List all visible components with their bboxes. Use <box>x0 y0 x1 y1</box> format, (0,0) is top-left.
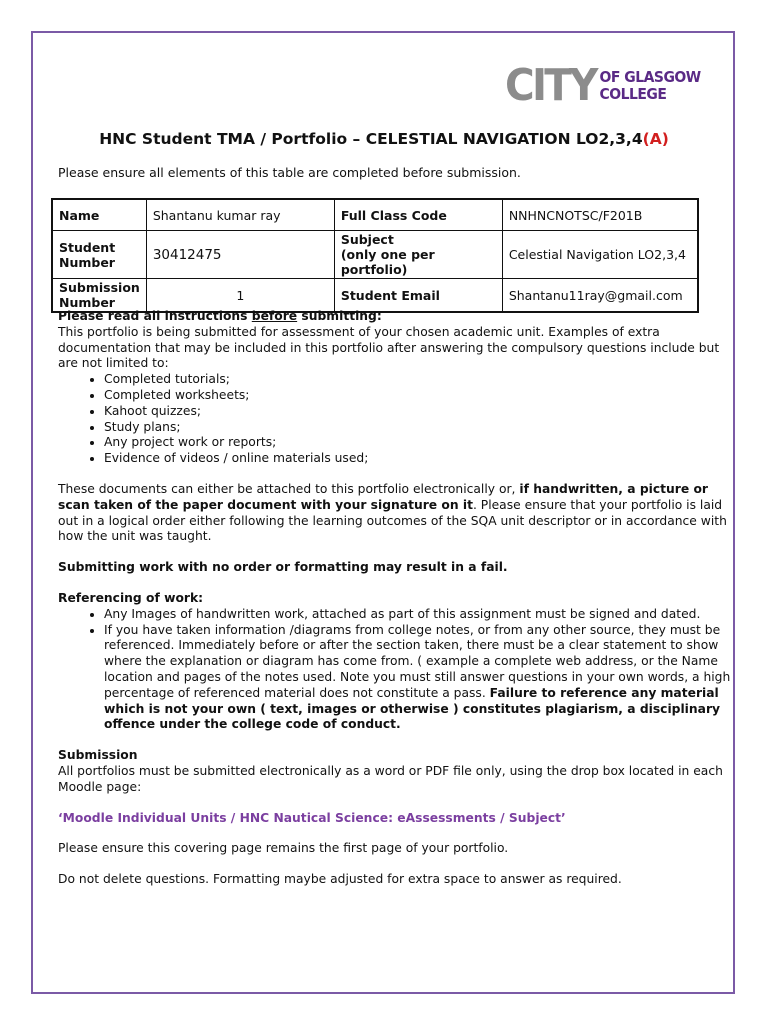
documents-paragraph: These documents can either be attached to this portfolio electronically or, if handwritten, a picture or scan taken of the paper document with your signature on it. Please ensure that your portfolio is laid out in a logical order either following the learning outcomes of the SQA unit descriptor or in accordance with how the unit was taught. <box>58 481 727 544</box>
email-label: Student Email <box>334 279 502 313</box>
student-number-value[interactable]: 30412475 <box>146 231 334 279</box>
list-item: • Any project work or reports; <box>104 435 738 451</box>
intro-text: Please ensure all elements of this table are completed before submission. <box>58 165 521 180</box>
examples-list <box>58 372 738 467</box>
class-code-label: Full Class Code <box>334 199 502 231</box>
table-row <box>52 231 698 279</box>
submission-number-value[interactable]: 1 <box>146 279 334 313</box>
list-item: • If you have taken information /diagrams from college notes, or from any other source, they must be referenced. Immediately before or after the section taken, there must be a clear statement to show where the explanation or diagram has come from. ( example a complete web address, or the Name location and pages of the notes used. Note you must still answer questions in your own words, a high percentage of referenced material does not constitute a pass. Failure to reference any material which is not your own ( text, images or otherwise ) constitutes plagiarism, a disciplinary offence under the college code of conduct. <box>104 623 738 734</box>
instructions-paragraph: This portfolio is being submitted for assessment of your chosen academic unit. Examples of extra documentation that may be included in this portfolio after answering the compulsory questions include but are not limited to: <box>58 324 720 371</box>
referencing-heading: Referencing of work: <box>58 590 204 605</box>
list-item: • Completed worksheets; <box>104 388 738 404</box>
logo-subtext: OF GLASGOW COLLEGE <box>599 68 701 103</box>
student-number-label: Student Number <box>52 231 146 279</box>
logo-city: CITY <box>505 60 596 111</box>
referencing-list <box>58 607 738 733</box>
subject-value[interactable]: Celestial Navigation LO2,3,4 <box>502 231 698 279</box>
name-label: Name <box>52 199 146 231</box>
list-item: • Study plans; <box>104 420 738 436</box>
document-body <box>58 309 738 888</box>
list-item: • Any Images of handwritten work, attached as part of this assignment must be signed and dated. <box>104 607 738 623</box>
submission-paragraph: All portfolios must be submitted electronically as a word or PDF file only, using the drop box located in each Moodle page: <box>58 763 723 794</box>
moodle-path: ‘Moodle Individual Units / HNC Nautical Science: eAssessments / Subject’ <box>58 810 566 825</box>
list-item: • Completed tutorials; <box>104 372 738 388</box>
student-info-table <box>51 198 699 313</box>
title-suffix: (A) <box>642 130 669 148</box>
email-value[interactable]: Shantanu11ray@gmail.com <box>502 279 698 313</box>
list-item: • Evidence of videos / online materials used; <box>104 451 738 467</box>
list-item: • Kahoot quizzes; <box>104 404 738 420</box>
name-value[interactable]: Shantanu kumar ray <box>146 199 334 231</box>
table-row <box>52 279 698 313</box>
cover-page-note: Please ensure this covering page remains the first page of your portfolio. <box>58 841 509 856</box>
class-code-value[interactable]: NNHNCNOTSC/F201B <box>502 199 698 231</box>
subject-label: Subject (only one per portfolio) <box>334 231 502 279</box>
warning-text: Submitting work with no order or formatting may result in a fail. <box>58 560 508 575</box>
delete-note: Do not delete questions. Formatting maybe adjusted for extra space to answer as required. <box>58 872 622 887</box>
submission-number-label: Submission Number <box>52 279 146 313</box>
college-logo <box>505 60 701 111</box>
submission-heading: Submission <box>58 748 138 763</box>
instructions-heading: Please read all instructions before submitting: <box>58 309 382 323</box>
table-row <box>52 199 698 231</box>
page-title: HNC Student TMA / Portfolio – CELESTIAL NAVIGATION LO2,3,4(A) <box>99 130 669 148</box>
